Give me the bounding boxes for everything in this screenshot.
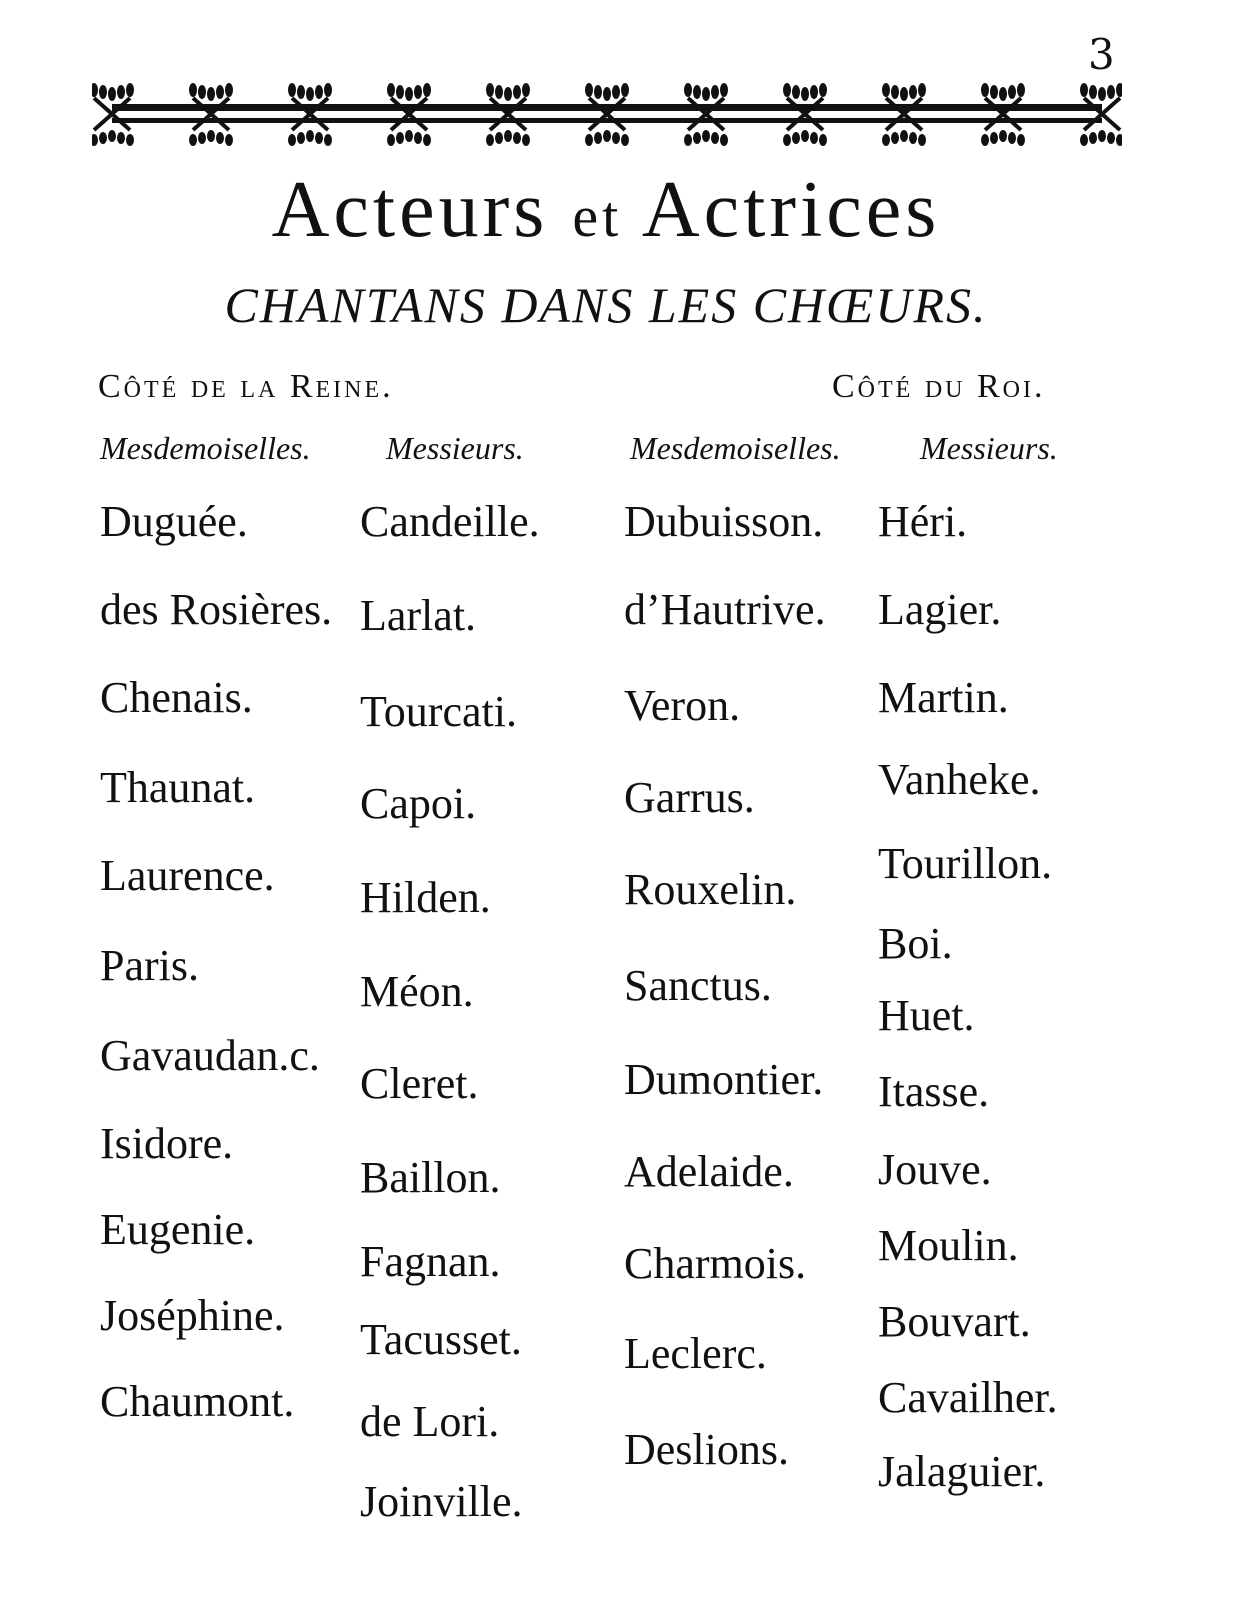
performer-name: Gavaudan.c. <box>100 1031 320 1080</box>
leaf-motif <box>198 85 206 99</box>
subheading-roi-messieurs: Messieurs. <box>920 430 1058 466</box>
leaf-motif <box>1089 85 1097 99</box>
leaf-motif <box>522 83 530 97</box>
page-title <box>0 165 1212 256</box>
performer-name: Hilden. <box>360 873 491 922</box>
performer-name: Leclerc. <box>624 1329 767 1378</box>
leaf-motif <box>684 83 692 97</box>
leaf-motif <box>495 85 503 99</box>
leaf-motif <box>810 132 818 144</box>
performer-name: Moulin. <box>878 1221 1019 1270</box>
leaf-motif <box>684 134 692 146</box>
leaf-motif <box>315 132 323 144</box>
leaf-motif <box>900 130 908 142</box>
leaf-motif <box>1008 132 1016 144</box>
performer-name: Huet. <box>878 991 975 1040</box>
performer-name: d’Hautrive. <box>624 585 826 634</box>
performer-name: Jouve. <box>878 1145 992 1194</box>
leaf-motif <box>1107 85 1115 99</box>
leaf-motif <box>909 132 917 144</box>
leaf-motif <box>99 132 107 144</box>
leaf-motif <box>990 132 998 144</box>
leaf-motif <box>1017 134 1025 146</box>
subheading-reine-messieurs: Messieurs. <box>386 430 524 466</box>
leaf-motif <box>702 87 710 101</box>
performer-name: Fagnan. <box>360 1237 501 1286</box>
performer-name: Lagier. <box>878 585 1002 634</box>
performer-name: Tourillon. <box>878 839 1053 888</box>
performer-name: Joinville. <box>360 1477 523 1526</box>
page-number: 3 <box>1088 30 1115 79</box>
leaf-motif <box>801 130 809 142</box>
leaf-motif <box>1098 87 1106 101</box>
performer-name: Adelaide. <box>624 1147 794 1196</box>
leaf-motif <box>603 87 611 101</box>
leaf-motif <box>387 83 395 97</box>
leaf-motif <box>612 85 620 99</box>
leaf-motif <box>594 85 602 99</box>
leaf-motif <box>387 134 395 146</box>
performer-name: Cavailher. <box>878 1373 1058 1422</box>
performer-name: Chenais. <box>100 673 253 722</box>
leaf-motif <box>918 83 926 97</box>
leaf-motif <box>702 130 710 142</box>
decorative-border-ornament <box>92 80 1122 150</box>
leaf-motif <box>918 134 926 146</box>
title-word-et: et <box>572 184 623 249</box>
leaf-motif <box>981 83 989 97</box>
leaf-motif <box>92 134 98 146</box>
leaf-motif <box>207 87 215 101</box>
performer-name: des Rosières. <box>100 585 333 634</box>
leaf-motif <box>1098 130 1106 142</box>
leaf-motif <box>522 134 530 146</box>
leaf-motif <box>711 132 719 144</box>
leaf-motif <box>792 132 800 144</box>
performer-name: Thaunat. <box>100 763 256 812</box>
performer-name: Tourcati. <box>360 687 517 736</box>
leaf-motif <box>126 83 134 97</box>
leaf-motif <box>603 130 611 142</box>
performer-name: Martin. <box>878 673 1009 722</box>
leaf-motif <box>117 85 125 99</box>
performer-name: Garrus. <box>624 773 755 822</box>
leaf-motif <box>720 134 728 146</box>
performer-name: Paris. <box>100 941 199 990</box>
performer-name: Isidore. <box>100 1119 234 1168</box>
leaf-motif <box>621 134 629 146</box>
performer-name: Chaumont. <box>100 1377 295 1426</box>
performer-name: Cleret. <box>360 1059 479 1108</box>
leaf-motif <box>126 134 134 146</box>
performer-name: Eugenie. <box>100 1205 256 1254</box>
leaf-motif <box>423 83 431 97</box>
performer-name: Itasse. <box>878 1067 990 1116</box>
performer-name: Héri. <box>878 497 968 546</box>
leaf-motif <box>711 85 719 99</box>
leaf-motif <box>594 132 602 144</box>
ornament-pattern <box>92 83 1122 146</box>
performer-name: Candeille. <box>360 497 540 546</box>
leaf-motif <box>297 132 305 144</box>
leaf-motif <box>324 134 332 146</box>
leaf-motif <box>414 85 422 99</box>
leaf-motif <box>207 130 215 142</box>
leaf-motif <box>999 87 1007 101</box>
leaf-motif <box>225 83 233 97</box>
leaf-motif <box>288 134 296 146</box>
performer-name: Jalaguier. <box>878 1447 1046 1496</box>
leaf-motif <box>513 85 521 99</box>
leaf-motif <box>108 87 116 101</box>
leaf-motif <box>189 134 197 146</box>
leaf-motif <box>792 85 800 99</box>
leaf-motif <box>306 87 314 101</box>
title-word-actrices: Actrices <box>641 166 941 254</box>
performer-name: Baillon. <box>360 1153 501 1202</box>
leaf-motif <box>810 85 818 99</box>
leaf-motif <box>414 132 422 144</box>
performer-name: Rouxelin. <box>624 865 797 914</box>
leaf-motif <box>819 134 827 146</box>
side-heading-reine: Côté de la Reine. <box>98 368 394 405</box>
leaf-motif <box>891 132 899 144</box>
performer-name: Veron. <box>624 681 741 730</box>
leaf-motif <box>189 83 197 97</box>
side-heading-roi: Côté du Roi. <box>832 368 1046 405</box>
performer-name: Dumontier. <box>624 1055 824 1104</box>
performer-name: Bouvart. <box>878 1297 1031 1346</box>
leaf-motif <box>513 132 521 144</box>
leaf-motif <box>92 83 98 97</box>
leaf-motif <box>198 132 206 144</box>
leaf-motif <box>216 132 224 144</box>
performer-name: Deslions. <box>624 1425 789 1474</box>
performer-name: Joséphine. <box>100 1291 285 1340</box>
leaf-motif <box>423 134 431 146</box>
leaf-motif <box>324 83 332 97</box>
leaf-motif <box>495 132 503 144</box>
leaf-motif <box>216 85 224 99</box>
leaf-motif <box>990 85 998 99</box>
performer-name: Laurence. <box>100 851 275 900</box>
leaf-motif <box>297 85 305 99</box>
leaf-motif <box>981 134 989 146</box>
leaf-motif <box>1080 83 1088 97</box>
leaf-motif <box>504 130 512 142</box>
leaf-motif <box>1080 134 1088 146</box>
leaf-motif <box>396 85 404 99</box>
leaf-motif <box>1017 83 1025 97</box>
performer-name: de Lori. <box>360 1397 500 1446</box>
performer-name: Boi. <box>878 919 953 968</box>
performer-name: Capoi. <box>360 779 477 828</box>
leaf-motif <box>1116 83 1122 97</box>
leaf-motif <box>225 134 233 146</box>
leaf-motif <box>819 83 827 97</box>
leaf-motif <box>693 132 701 144</box>
leaf-motif <box>117 132 125 144</box>
leaf-motif <box>585 83 593 97</box>
leaf-motif <box>909 85 917 99</box>
leaf-motif <box>504 87 512 101</box>
performer-name: Sanctus. <box>624 961 772 1010</box>
performer-name: Dubuisson. <box>624 497 824 546</box>
ornament-bar <box>112 118 1102 123</box>
leaf-motif <box>1116 134 1122 146</box>
leaf-motif <box>783 134 791 146</box>
leaf-motif <box>900 87 908 101</box>
leaf-motif <box>891 85 899 99</box>
leaf-motif <box>99 85 107 99</box>
leaf-motif <box>999 130 1007 142</box>
leaf-motif <box>486 134 494 146</box>
leaf-motif <box>720 83 728 97</box>
leaf-motif <box>405 130 413 142</box>
performer-name: Tacusset. <box>360 1315 522 1364</box>
leaf-motif <box>396 132 404 144</box>
performer-name: Duguée. <box>100 497 248 546</box>
leaf-motif <box>612 132 620 144</box>
leaf-motif <box>621 83 629 97</box>
leaf-motif <box>693 85 701 99</box>
leaf-motif <box>801 87 809 101</box>
leaf-motif <box>882 83 890 97</box>
title-word-acteurs: Acteurs <box>271 166 549 254</box>
page-subtitle: CHANTANS DANS LES CHŒURS. <box>224 277 988 333</box>
leaf-motif <box>315 85 323 99</box>
leaf-motif <box>486 83 494 97</box>
leaf-motif <box>585 134 593 146</box>
performer-name: Charmois. <box>624 1239 807 1288</box>
leaf-motif <box>1089 132 1097 144</box>
performer-name: Vanheke. <box>878 755 1041 804</box>
leaf-motif <box>108 130 116 142</box>
ornament-bar <box>112 104 1102 111</box>
subheading-roi-mesdemoiselles: Mesdemoiselles. <box>630 430 841 466</box>
leaf-motif <box>288 83 296 97</box>
leaf-motif <box>306 130 314 142</box>
leaf-motif <box>783 83 791 97</box>
leaf-motif <box>1008 85 1016 99</box>
leaf-motif <box>1107 132 1115 144</box>
performer-name: Larlat. <box>360 591 477 640</box>
performer-name: Méon. <box>360 967 474 1016</box>
leaf-motif <box>882 134 890 146</box>
subheading-reine-mesdemoiselles: Mesdemoiselles. <box>100 430 311 466</box>
leaf-motif <box>405 87 413 101</box>
